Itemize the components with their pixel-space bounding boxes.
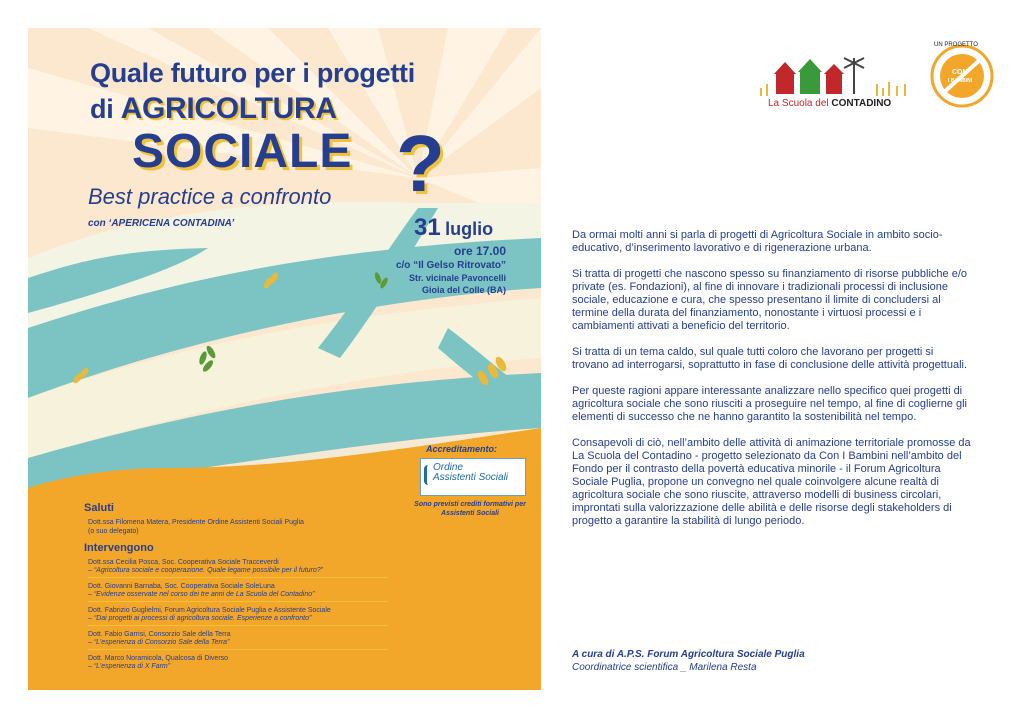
speaker-talk: – “L’esperienza di Consorzio Sale della Terra”: [88, 639, 230, 646]
event-venue: [306, 260, 506, 296]
conibambini-top-text: UN PROGETTO: [934, 42, 978, 48]
event-poster: [28, 28, 541, 690]
speaker-talk: – “Evidenze osservate nel corso dei tre anni de La Scuola del Contadino”: [88, 591, 315, 598]
saluti-heading: Saluti: [84, 502, 114, 514]
scuola-logo-label: [768, 98, 891, 109]
venue-city: Gioia del Colle (BA): [421, 285, 506, 295]
poster-title-line2: [90, 92, 337, 126]
con-i-bambini-icon: [922, 34, 1002, 114]
speaker-name: Dott. Fabrizio Guglielmi, Forum Agricoltura Sociale Puglia e Assistente Sociale: [88, 607, 331, 614]
coordinator-line: Coordinatrice scientifica _ Marilena Resta: [572, 662, 757, 673]
ordine-logo-text-1: Ordine: [433, 462, 464, 473]
conibambini-con: CON: [952, 69, 968, 76]
speaker-talk: – “Agricoltura sociale e cooperazione. Quale legame possibile per il futuro?”: [88, 567, 324, 574]
description-paragraph: Consapevoli di ciò, nell’ambito delle attività di animazione territoriale promosse da La Scuola del Contadino - progetto selezionato da Con I Bambini nell’ambito del Fondo per il contrasto della povertà educativa minorile - il Forum Agricoltura Sociale Puglia, propone un convegno nel quale coinvolgere alcune realtà di agricoltura sociale che sono riuscite, attraverso modelli di business circolari, improntati sulla valorizzazione delle abilità e delle risorse degli stakeholders di progetto a garantire la stabilità di lungo periodo.: [572, 437, 971, 527]
scuola-label-part2: CONTADINO: [831, 98, 892, 109]
description-paragraph: Si tratta di un tema caldo, sul quale tutti coloro che lavorano per progetti si trovano ad interrogarsi, soprattutto in fase di conclusione delle attività progettuali.: [572, 346, 968, 371]
speaker-name: Dott. Giovanni Barnaba, Soc. Cooperativa Sociale SoleLuna: [88, 583, 275, 590]
venue-street: Str. vicinale Pavoncelli: [408, 273, 506, 283]
speaker-item: [88, 559, 418, 578]
event-time: ore 17.00: [453, 244, 506, 258]
poster-title-prefix: di: [90, 94, 114, 124]
intervengono-heading: Intervengono: [84, 542, 154, 554]
saluti-line-1: Dott.ssa Filomena Matera, Presidente Ordine Assistenti Sociali Puglia: [88, 519, 304, 526]
poster-subtitle: Best practice a confronto: [88, 184, 332, 209]
divider: [88, 625, 388, 626]
speaker-item: [88, 655, 418, 671]
speaker-item: [88, 631, 418, 650]
question-mark: ?: [396, 119, 445, 208]
event-day: 31: [414, 214, 441, 241]
poster-title-line3: SOCIALE: [132, 125, 353, 178]
credits-footer: [572, 648, 805, 674]
con-i-bambini-logo: [922, 34, 1002, 114]
scuola-del-contadino-logo: [756, 34, 921, 116]
speaker-name: Dott. Fabio Garrisi, Consorzio Sale della Terra: [88, 631, 231, 638]
saluti-text: [88, 518, 388, 536]
conibambini-bambini: I BAMBINI: [948, 78, 973, 84]
ordine-assistenti-sociali-logo: [420, 458, 526, 496]
organizer-line: A cura di A.P.S. Forum Agricoltura Sociale Puglia: [572, 649, 805, 660]
crediti-formativi-note: Sono previsti crediti formativi per Assistenti Sociali: [414, 501, 526, 517]
event-date: [414, 214, 493, 242]
scuola-label-part1: La Scuola del: [768, 98, 832, 109]
saluti-line-2: (o suo delegato): [88, 528, 139, 535]
description-text: [572, 229, 972, 541]
poster-title-highlight: AGRICOLTURA: [120, 92, 337, 125]
speaker-talk: – “L’esperienza di X Farm”: [88, 663, 171, 670]
divider: [88, 601, 388, 602]
speaker-item: [88, 607, 418, 626]
speaker-name: Dott. Marco Noramicola, Qualcosa di Diverso: [88, 655, 229, 662]
poster-title-line1: Quale futuro per i progetti: [90, 58, 415, 88]
event-month: luglio: [445, 219, 494, 239]
description-paragraph: Per queste ragioni appare interessante analizzare nello specifico quei progetti di agricoltura sociale che sono riusciti a proseguire nel tempo, al fine di coglierne gli elementi di successo che ne hanno garantito la sostenibilità nel tempo.: [572, 385, 967, 423]
speaker-name: Dott.ssa Cecilia Posca, Soc. Cooperativa Sociale Tracceverdi: [88, 559, 279, 566]
divider: [88, 649, 388, 650]
ordine-logo-text-2: Assistenti Sociali: [433, 472, 509, 483]
speaker-talk: – “Dai progetti ai processi di agricoltura sociale. Esperienze a confronto”: [88, 615, 312, 622]
speaker-item: [88, 583, 418, 602]
divider: [88, 577, 388, 578]
description-paragraph: Si tratta di progetti che nascono spesso su finanziamento di risorse pubbliche e/o private (es. Fondazioni), al fine di innovare i tradizionali processi di inclusione sociale, educazione e cura, che spesso presentano il limite di concludersi al termine della durata del finanziamento, nonostante i virtuosi processi e i cambiamenti attivati a beneficio del territorio.: [572, 268, 968, 332]
description-paragraph: Da ormai molti anni si parla di progetti di Agricoltura Sociale in ambito socio-educativo, d’inserimento lavorativo e di rigenerazione urbana.: [572, 229, 943, 254]
accreditamento-label: Accreditamento:: [426, 444, 498, 454]
venue-name: c/o “Il Gelso Ritrovato”: [395, 260, 506, 271]
apericena-label: con ‘APERICENA CONTADINA’: [88, 218, 235, 229]
